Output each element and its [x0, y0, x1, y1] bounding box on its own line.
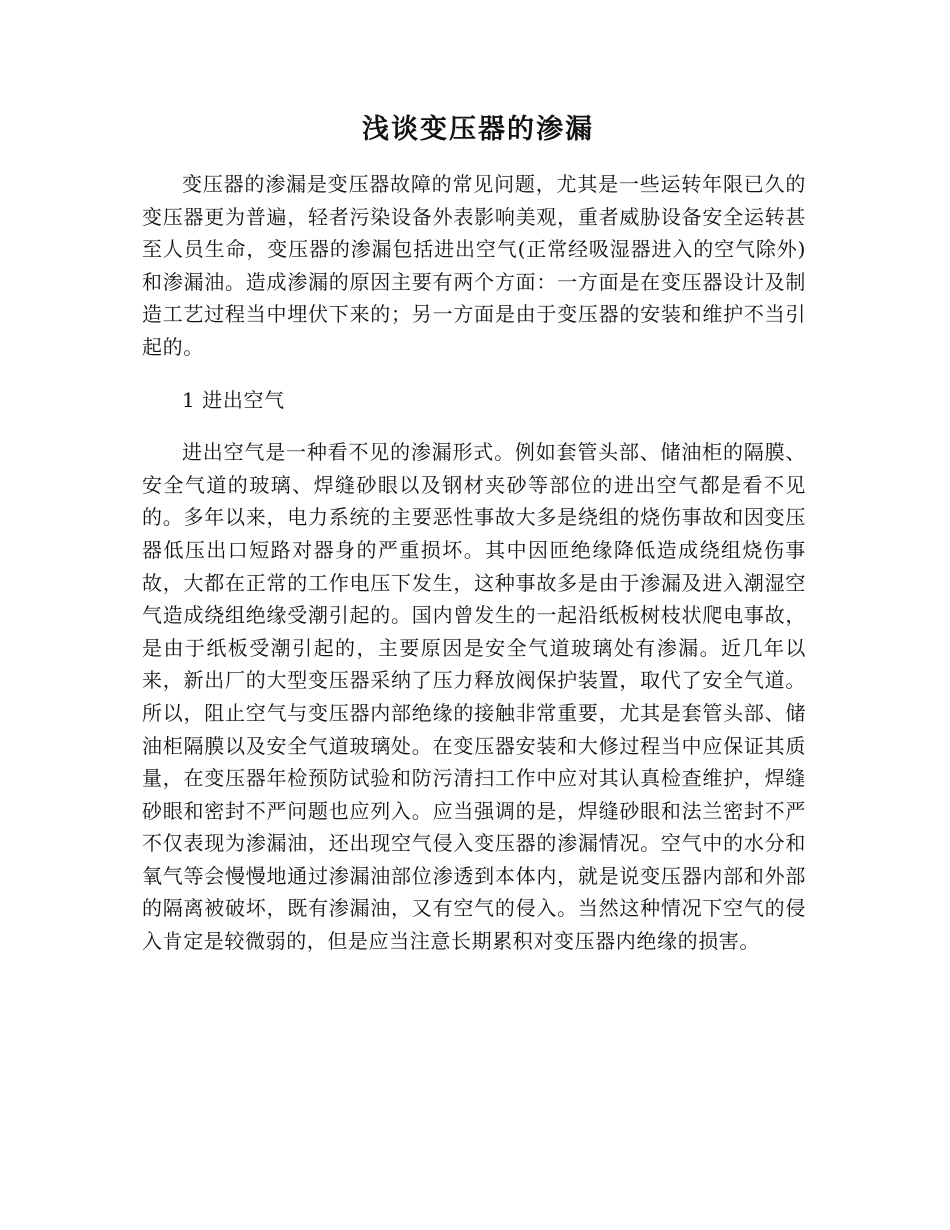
intro-paragraph: 变压器的渗漏是变压器故障的常见问题，尤其是一些运转年限已久的变压器更为普遍，轻者污染设备外表影响美观，重者威胁设备安全运转甚至人员生命，变压器的渗漏包括进出空气(正常经吸湿器进入的空气除外)和渗漏油。造成渗漏的原因主要有两个方面：一方面是在变压器设计及制造工艺过程当中埋伏下来的；另一方面是由于变压器的安装和维护不当引起的。: [142, 172, 806, 359]
section-heading: 1 进出空气: [182, 387, 285, 412]
document-title: 浅谈变压器的渗漏: [362, 114, 594, 145]
section-paragraph: 进出空气是一种看不见的渗漏形式。例如套管头部、储油柜的隔膜、安全气道的玻璃、焊缝砂眼以及钢材夹砂等部位的进出空气都是看不见的。多年以来，电力系统的主要恶性事故大多是绕组的烧伤事故和因变压器低压出口短路对器身的严重损坏。其中因匝绝缘降低造成绕组烧伤事故，大都在正常的工作电压下发生，这种事故多是由于渗漏及进入潮湿空气造成绕组绝缘受潮引起的。国内曾发生的一起沿纸板树枝状爬电事故，是由于纸板受潮引起的，主要原因是安全气道玻璃处有渗漏。近几年以来，新出厂的大型变压器采纳了压力释放阀保护装置，取代了安全气道。所以，阻止空气与变压器内部绝缘的接触非常重要，尤其是套管头部、储油柜隔膜以及安全气道玻璃处。在变压器安装和大修过程当中应保证其质量，在变压器年检预防试验和防污清扫工作中应对其认真检查维护，焊缝砂眼和密封不严问题也应列入。应当强调的是，焊缝砂眼和法兰密封不严不仅表现为渗漏油，还出现空气侵入变压器的渗漏情况。空气中的水分和氧气等会慢慢地通过渗漏油部位渗透到本体内，就是说变压器内部和外部的隔离被破坏，既有渗漏油，又有空气的侵入。当然这种情况下空气的侵入肯定是较微弱的，但是应当注意长期累积对变压器内绝缘的损害。: [142, 440, 806, 954]
document-page: [142, 110, 806, 958]
